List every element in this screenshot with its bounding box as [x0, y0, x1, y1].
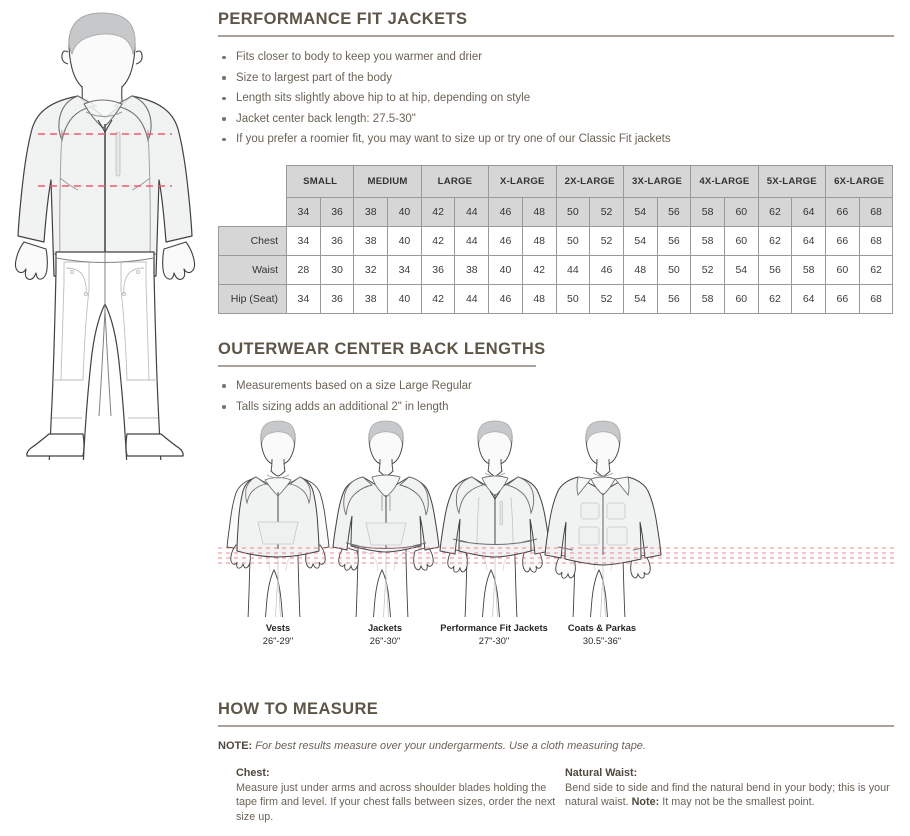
performance-fit-section [218, 0, 894, 150]
how-to-measure-title: HOW TO MEASURE [218, 700, 379, 719]
measurement-value-cell: 56 [758, 255, 792, 284]
garment-figure-vest [227, 421, 329, 617]
measure-columns [218, 766, 894, 826]
measurement-value-cell: 62 [758, 284, 792, 313]
model-illustration-panel [0, 0, 210, 836]
size-group-header: SMALL [287, 165, 354, 197]
table-row [219, 226, 893, 255]
garment-length: 26"-30" [369, 635, 401, 646]
garment-figure-performance-fit-jacket [440, 421, 550, 617]
measurement-value-cell: 54 [623, 226, 657, 255]
garment-illustrations [218, 417, 894, 622]
garment-label-row [218, 622, 894, 656]
numeric-size-header: 64 [792, 197, 826, 226]
measure-waist-text-after: It may not be the smallest point. [659, 796, 815, 809]
size-group-header: 5X-LARGE [758, 165, 825, 197]
measurement-value-cell: 54 [623, 284, 657, 313]
how-to-measure-section [218, 700, 894, 826]
table-corner-cell [219, 197, 287, 226]
how-to-measure-divider [218, 725, 894, 727]
size-group-header: 4X-LARGE [691, 165, 758, 197]
table-header-row-numbers [219, 197, 893, 226]
measurement-value-cell: 34 [388, 255, 422, 284]
numeric-size-header: 62 [758, 197, 792, 226]
measurement-value-cell: 48 [522, 284, 556, 313]
measurement-value-cell: 62 [859, 255, 893, 284]
measurement-value-cell: 54 [724, 255, 758, 284]
measurement-value-cell: 38 [354, 226, 388, 255]
list-item: Talls sizing adds an additional 2" in length [218, 397, 894, 418]
measure-note [218, 738, 894, 754]
numeric-size-header: 38 [354, 197, 388, 226]
measurement-value-cell: 64 [792, 226, 826, 255]
numeric-size-header: 50 [556, 197, 590, 226]
measure-chest-text: Measure just under arms and across shoulder blades holding the tape firm and level. If your chest falls between sizes, order the next size up. [236, 781, 556, 823]
measurement-value-cell: 44 [455, 226, 489, 255]
table-row [219, 255, 893, 284]
list-item: Length sits slightly above hip to at hip, depending on style [218, 88, 894, 109]
numeric-size-header: 34 [287, 197, 321, 226]
list-item: If you prefer a roomier fit, you may want to size up or try one of our Classic Fit jackets [218, 129, 894, 150]
measurement-value-cell: 28 [287, 255, 321, 284]
back-lengths-title: OUTERWEAR CENTER BACK LENGTHS [218, 339, 546, 358]
measurement-value-cell: 58 [792, 255, 826, 284]
size-chart-table-wrap [218, 165, 894, 314]
measurement-value-cell: 38 [455, 255, 489, 284]
numeric-size-header: 36 [320, 197, 354, 226]
measurement-value-cell: 64 [792, 284, 826, 313]
measurement-value-cell: 48 [522, 226, 556, 255]
measure-waist-text-before: Bend side to side and find the natural bend in your body; this is your natural waist. [565, 781, 890, 809]
measurement-value-cell: 58 [691, 284, 725, 313]
list-item: Fits closer to body to keep you warmer and drier [218, 47, 894, 68]
measurement-value-cell: 40 [388, 284, 422, 313]
numeric-size-header: 60 [724, 197, 758, 226]
measurement-value-cell: 50 [657, 255, 691, 284]
measurement-value-cell: 62 [758, 226, 792, 255]
size-group-header: 3X-LARGE [623, 165, 690, 197]
measurement-value-cell: 40 [388, 226, 422, 255]
numeric-size-header: 42 [421, 197, 455, 226]
garment-name: Performance Fit Jackets [440, 623, 548, 634]
garment-figure-jacket [333, 421, 439, 617]
measurement-row-label: Chest [219, 226, 287, 255]
measurement-value-cell: 42 [522, 255, 556, 284]
measurement-value-cell: 42 [421, 284, 455, 313]
garment-name: Coats & Parkas [567, 623, 637, 634]
measurement-value-cell: 42 [421, 226, 455, 255]
list-item: Measurements based on a size Large Regular [218, 376, 894, 397]
measurement-value-cell: 34 [287, 284, 321, 313]
measurement-value-cell: 48 [623, 255, 657, 284]
size-group-header: LARGE [421, 165, 488, 197]
measurement-value-cell: 60 [724, 226, 758, 255]
measure-chest-heading: Chest: [236, 767, 270, 780]
male-model-figure [0, 0, 210, 460]
measurement-value-cell: 52 [691, 255, 725, 284]
garment-length: 27"-30" [478, 635, 510, 646]
fit-bullet-list [218, 47, 894, 150]
garment-label [440, 622, 547, 647]
size-group-header: 2X-LARGE [556, 165, 623, 197]
list-item: Jacket center back length: 27.5-30" [218, 109, 894, 130]
measurement-value-cell: 58 [691, 226, 725, 255]
measurement-value-cell: 66 [826, 284, 860, 313]
numeric-size-header: 40 [388, 197, 422, 226]
measurement-value-cell: 68 [859, 284, 893, 313]
measurement-value-cell: 46 [489, 226, 523, 255]
garment-label [368, 622, 402, 647]
measurement-value-cell: 52 [590, 284, 624, 313]
content-column [218, 0, 894, 836]
numeric-size-header: 44 [455, 197, 489, 226]
table-corner-cell [219, 165, 287, 197]
measurement-value-cell: 36 [320, 284, 354, 313]
garment-label [263, 622, 293, 647]
size-group-header: X-LARGE [489, 165, 556, 197]
numeric-size-header: 46 [489, 197, 523, 226]
size-chart-table [218, 165, 893, 314]
garment-length: 26"-29" [262, 635, 294, 646]
numeric-size-header: 58 [691, 197, 725, 226]
size-group-header: 6X-LARGE [826, 165, 893, 197]
note-text: For best results measure over your undergarments. Use a cloth measuring tape. [255, 740, 646, 753]
measurement-value-cell: 60 [826, 255, 860, 284]
numeric-size-header: 56 [657, 197, 691, 226]
size-group-header: MEDIUM [354, 165, 421, 197]
table-row [219, 284, 893, 313]
measure-column-natural-waist [565, 766, 895, 810]
measurement-value-cell: 50 [556, 226, 590, 255]
measurement-value-cell: 46 [489, 284, 523, 313]
measurement-value-cell: 36 [320, 226, 354, 255]
numeric-size-header: 52 [590, 197, 624, 226]
measurement-value-cell: 44 [556, 255, 590, 284]
back-lengths-bullet-list [218, 376, 894, 417]
note-label: NOTE: [218, 740, 253, 753]
garment-label [568, 622, 636, 647]
back-lengths-section [218, 340, 894, 417]
measurement-row-label: Hip (Seat) [219, 284, 287, 313]
title-divider [218, 35, 894, 37]
measurement-value-cell: 66 [826, 226, 860, 255]
page-title: PERFORMANCE FIT JACKETS [218, 10, 468, 28]
measurement-value-cell: 32 [354, 255, 388, 284]
numeric-size-header: 54 [623, 197, 657, 226]
garment-name: Jackets [367, 623, 403, 634]
table-header-row-groups [219, 165, 893, 197]
measurement-value-cell: 68 [859, 226, 893, 255]
measurement-value-cell: 40 [489, 255, 523, 284]
back-lengths-divider [218, 365, 536, 367]
measure-waist-emphasis: Note: [631, 796, 660, 809]
measurement-value-cell: 36 [421, 255, 455, 284]
numeric-size-header: 66 [826, 197, 860, 226]
list-item: Size to largest part of the body [218, 68, 894, 89]
measurement-value-cell: 56 [657, 284, 691, 313]
measurement-value-cell: 50 [556, 284, 590, 313]
measure-column-chest [236, 766, 566, 824]
measurement-value-cell: 46 [590, 255, 624, 284]
measurement-value-cell: 52 [590, 226, 624, 255]
garment-length: 30.5"-36" [582, 635, 622, 646]
measurement-value-cell: 34 [287, 226, 321, 255]
measurement-value-cell: 38 [354, 284, 388, 313]
measurement-value-cell: 44 [455, 284, 489, 313]
measure-waist-heading: Natural Waist: [565, 767, 638, 780]
measurement-row-label: Waist [219, 255, 287, 284]
measurement-value-cell: 56 [657, 226, 691, 255]
numeric-size-header: 68 [859, 197, 893, 226]
numeric-size-header: 48 [522, 197, 556, 226]
measurement-value-cell: 60 [724, 284, 758, 313]
garment-figure-coats-parkas [545, 421, 661, 617]
garment-name: Vests [265, 623, 291, 634]
measurement-value-cell: 30 [320, 255, 354, 284]
